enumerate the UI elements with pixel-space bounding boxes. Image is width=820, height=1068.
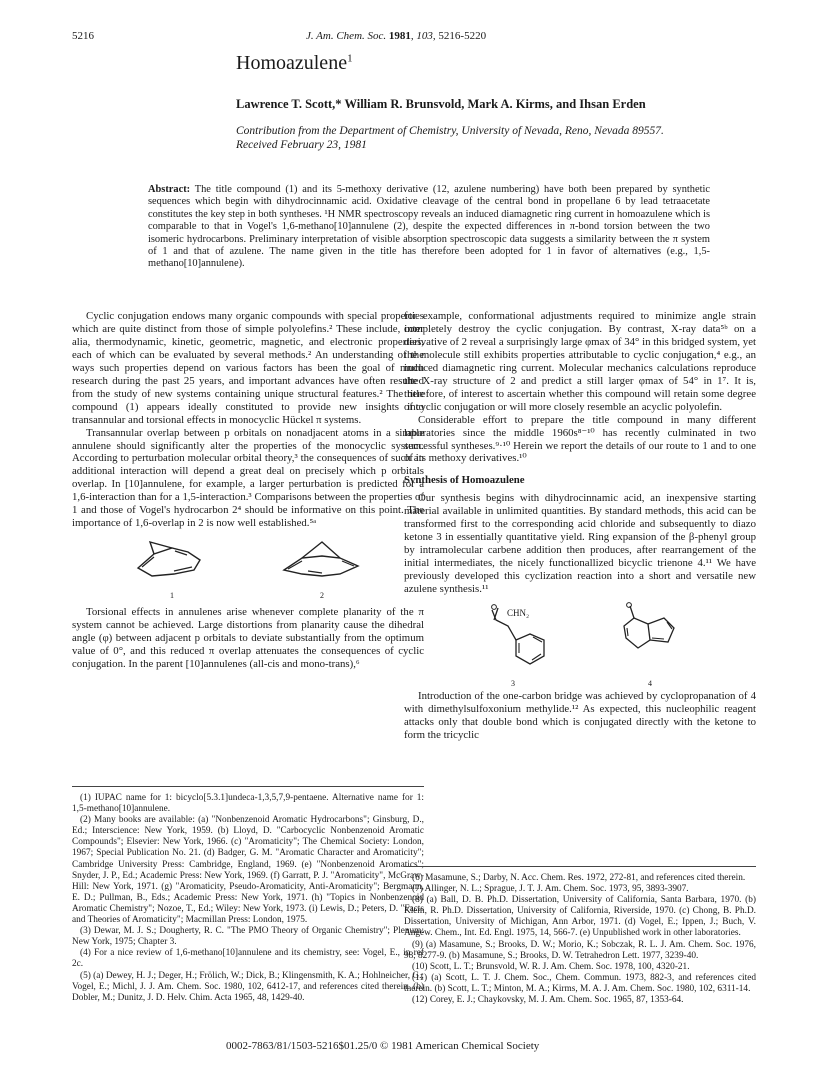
journal-year: 1981	[388, 30, 411, 42]
footnote: (12) Corey, E. J.; Chaykovsky, M. J. Am. Chem. Soc. 1965, 87, 1353-64.	[412, 995, 684, 1006]
structure-label: 4	[648, 679, 652, 689]
footnote: (9) (a) Masamune, S.; Brooks, D. W.; Morio, K.; Sobczak, R. L. J. Am. Chem. Soc. 1976, 98, 8277-9. (b) Masamune, S.; Brooks, D. W. Tetrahedron Lett. 1977, 3239-40.	[404, 939, 756, 961]
footnote: (2) Many books are available: (a) "Nonbenzenoid Aromatic Hydrocarbons"; Ginsburg, D., Ed.; Interscience: New York, 1959. (b) Lloyd, D. "Carbocyclic Nonbenzenoid Aromatic Compounds"; Elsevier: New York, 1966. (c) "Aromaticity"; The Chemical Society: London, 1967; Special Publication No. 21. (d) Badger, G. M. "Aromatic Character and Aromaticity"; Cambridge University Press: Cambridge, England, 1969. (e) "Nonbenzenoid Aromatics"; Snyder, J. P., Ed.; Academic Press: New York, 1969. (f) Garratt, P. J. "Aromaticity", McGraw-Hill: New York, 1971. (g) "Aromaticity, Pseudo-Aromaticity, Anti-Aromaticity"; Bergmann, E. D.; Pullman, B., Eds.; Academic Press: New York, 1971. (h) "Topics in Nonbenzenoid Aromatic Chemistry"; Nozoe, T., Ed.; Wiley: New York, 1973. (i) Lewis, D.; Peters, D. "Facts and Theories of Aromaticity"; Macmillan Press: London, 1975.	[72, 815, 424, 926]
structure-label: 2	[320, 591, 324, 601]
footnotes-left	[72, 786, 424, 1004]
right-column	[404, 310, 756, 742]
structures-1-2	[72, 530, 424, 606]
footnote: (3) Dewar, M. J. S.; Dougherty, R. C. "The PMO Theory of Organic Chemistry"; Plenum: New York, 1975; Chapter 3.	[72, 926, 424, 948]
footnote: (10) Scott, L. T.; Brunsvold, W. R. J. Am. Chem. Soc. 1978, 100, 4320-21.	[412, 961, 690, 972]
paragraph: Cyclic conjugation endows many organic compounds with special properties which are quite distinct from those of simple polyolefins.² These include, inter alia, thermodynamic, kinetic, geometric, magnetic, and electronic properties, each of which can be evaluated by several methods.² An understanding of the ways such properties depend on various factors has been the goal of much research during the past 25 years, and important advances have often resulted from the study of new systems containing unique structural features.² The title compound (1) appears ideally constituted to provide new insights into transannular and torsional effects in monocyclic Hückel π systems.	[72, 310, 424, 426]
paragraph: Introduction of the one-carbon bridge was achieved by cyclopropanation of 4 with dimethylsulfoxonium methylide.¹² As expected, this nucleophilic reagent attacks only that double bond which is conjugated directly with the ketone to form the tricyclic	[404, 690, 756, 741]
structure-label: 3	[511, 679, 515, 689]
footnote: (6) Masamune, S.; Darby, N. Acc. Chem. Res. 1972, 272-81, and references cited therein.	[412, 873, 746, 883]
paragraph: Torsional effects in annulenes arise whenever complete planarity of the π system cannot be achieved. Large distortions from planarity cause the dihedral angle (φ) between adjacent p orbitals to deviate substantially from the optimum value of 0°, and this reduced π overlap attenuates the consequences of cyclic conjugation. In the parent [10]annulenes (all-cis and mono-trans),⁶	[72, 606, 424, 671]
footnote: (11) (a) Scott, L. T. J. Chem. Soc., Chem. Commun. 1973, 882-3, and references cited therein. (b) Scott, L. T.; Minton, M. A.; Kirms, M. A. J. Am. Chem. Soc. 1980, 102, 6311-14.	[404, 972, 756, 994]
journal-volume: 103	[416, 30, 433, 42]
footnote: (5) (a) Dewey, H. J.; Deger, H.; Frölich, W.; Dick, B.; Klingensmith, K. A.; Hohlneicher, G.; Vogel, E.; Michl, J. J. Am. Chem. Soc. 1980, 102, 6412-17, and references cited therein. (b) Dobler, M.; Dunitz, J. D. Helv. Chim. Acta 1965, 48, 1429-40.	[72, 970, 424, 1003]
paragraph: for example, conformational adjustments required to minimize angle strain completely destroy the cyclic conjugation. By contrast, X-ray data⁵ᵇ on a derivative of 2 reveal a surprisingly large φmax of 34° in this bridged system, yet the molecule still exhibits properties attributable to cyclic conjugation,⁴ e.g., an induced diamagnetic ring current. Molecular mechanics calculations reproduce the X-ray structure of 2 and predict a still larger φmax of 54° in 1⁷. It is, therefore, of interest to ascertain whether this compound will retain some degree of cyclic conjugation or will more closely resemble an acyclic polyolefin.	[404, 310, 756, 413]
structure-label: 1	[170, 591, 174, 601]
affiliation	[236, 124, 756, 152]
abstract	[148, 184, 710, 271]
footnote: (4) For a nice review of 1,6-methano[10]annulene and its chemistry, see: Vogel, E., in ref 2c.	[72, 948, 424, 970]
paragraph: Considerable effort to prepare the title compound in many different laboratories since the middle 1960s⁸⁻¹⁰ has recently culminated in two successful syntheses.⁹·¹⁰ Herein we report the details of our route to 1 and to one of its methoxy derivatives.¹⁰	[404, 413, 756, 465]
journal-pages: 5216-5220	[438, 30, 487, 42]
journal-name: J. Am. Chem. Soc.	[306, 30, 387, 42]
structure-4-drawing	[612, 602, 692, 672]
structures-3-4	[404, 596, 756, 690]
diazo-group-label: CHN₂	[507, 608, 530, 619]
left-column	[72, 310, 424, 671]
section-heading: Synthesis of Homoazulene	[404, 474, 525, 487]
affiliation-text: Contribution from the Department of Chemistry, University of Nevada, Reno, Nevada 89557.	[236, 125, 664, 137]
paragraph: Our synthesis begins with dihydrocinnamic acid, an inexpensive starting material available in unlimited quantities. By standard methods, this acid can be transformed first to the corresponding acid chloride and subsequently to diazo ketone 3 in essentially quantitative yield. Ring expansion of the β-phenyl group by intramolecular carbene addition then produces, after rearrangement of the initial intermediates, the nicely functionallized bicyclic trienone 4.¹¹ We have previously developed this cyclization reaction into a short and versatile new azulene synthesis.¹¹	[404, 492, 756, 596]
footnote: (8) (a) Ball, D. B. Ph.D. Dissertation, University of California, Santa Barbara, 1970. (b) Klem, R. Ph.D. Dissertation, University of California, Riverside, 1970. (c) Chong, B. Ph.D. Dissertation, University of Michigan, Ann Arbor, 1971. (d) Vogel, E.; Ippen, J.; Buch, V. Angew. Chem., Int. Ed. Engl. 1975, 14, 566-7. (e) Unpublished work in other laboratories.	[404, 895, 756, 939]
footnotes-right	[404, 866, 756, 1006]
footnote: (1) IUPAC name for 1: bicyclo[5.3.1]undeca-1,3,5,7,9-pentaene. Alternative name for 1: 1,5-methano[10]annulene.	[72, 793, 424, 815]
abstract-text: The title compound (1) and its 5-methoxy derivative (12, azulene numbering) have both been prepared by synthetic sequences which begin with dihydrocinnamic acid. Oxidative cleavage of the central bond in propellane 6 by lead tetraacetate constitutes the key step in both syntheses. ¹H NMR spectroscopy reveals an induced diamagnetic ring current in homoazulene which is comparable to that in Vogel's 1,6-methano[10]annulene (2), despite the expected differences in π-bond torsion between the two isomeric hydrocarbons. Preliminary interpretation of visible absorption spectroscopic data suggests a similarity between the π system of 1 and that of azulene. The name given in the title has therefore been adopted for 1 in favor of alternatives (e.g., 1,5-methano[10]annulene).	[148, 184, 710, 270]
author-list: Lawrence T. Scott,* William R. Brunsvold, Mark A. Kirms, and Ihsan Erden	[236, 97, 646, 111]
structure-2-drawing	[278, 534, 368, 584]
structure-1-drawing	[130, 534, 220, 584]
footnote: (7) Allinger, N. L.; Sprague, J. T. J. Am. Chem. Soc. 1973, 95, 3893-3907.	[412, 884, 689, 895]
copyright-footer: 0002-7863/81/1503-5216$01.25/0 © 1981 American Chemical Society	[226, 1040, 540, 1052]
page-number: 5216	[72, 30, 94, 42]
abstract-label: Abstract:	[148, 184, 191, 195]
article-title: Homoazulene$^1$	[236, 52, 353, 74]
paragraph: Transannular overlap between p orbitals on nonadjacent atoms in a simple annulene should significantly alter the properties of the monocyclic system. According to perturbation molecular orbital theory,³ the consequences of such an additional interaction will depend a great deal on precisely which p orbitals overlap. In [10]annulene, for example, a larger perturbation is predicted for a 1,6-interaction than for a 1,5-interaction.³ Comparisons between the properties of 1 and those of Vogel's hydrocarbon 2⁴ should be informative on this point. The importance of 1,6-overlap in 2 is now well established.⁵ᵃ	[72, 426, 424, 530]
running-header: J. Am. Chem. Soc. 1981, 103, 5216-5220	[306, 30, 487, 42]
received-date: Received February 23, 1981	[236, 139, 367, 151]
